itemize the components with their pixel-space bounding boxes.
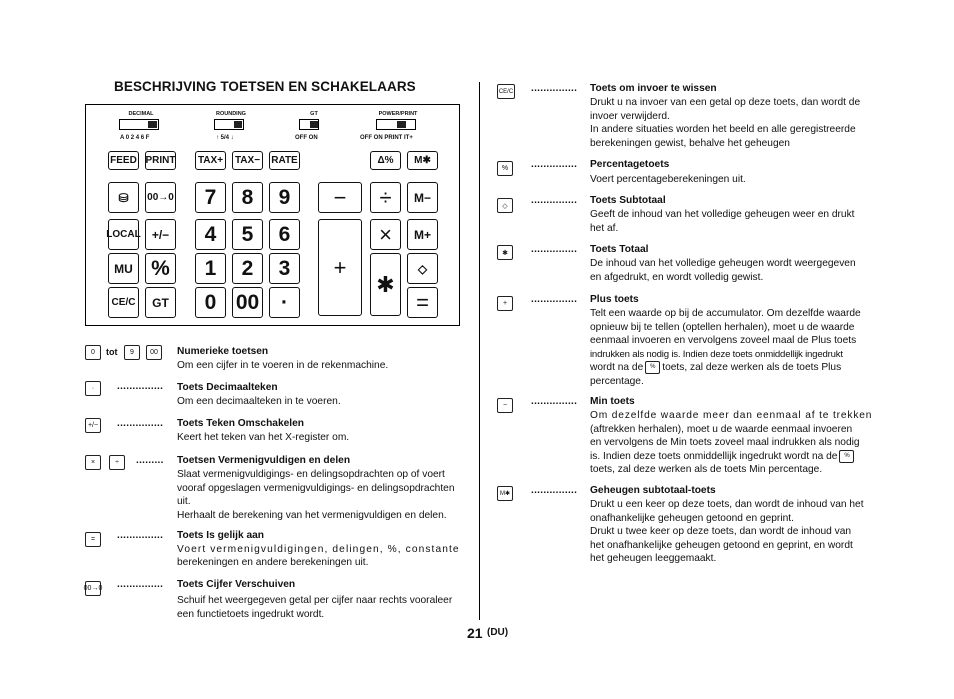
sign-key-heading: Toets Teken Omschakelen	[177, 418, 305, 429]
feed-key: FEED	[108, 151, 139, 170]
tax-plus-key: TAX+	[195, 151, 226, 170]
digit-1-key: 1	[195, 253, 226, 284]
digit-2-key: 2	[232, 253, 263, 284]
decimal-switch	[119, 119, 159, 130]
rounding-switch-label: ROUNDING	[216, 111, 246, 117]
minus-key: −	[318, 182, 362, 213]
key-0-icon: 0	[85, 345, 101, 360]
divide-icon: ÷	[109, 455, 125, 470]
equals-icon: =	[85, 532, 101, 547]
power-switch	[376, 119, 416, 130]
leader-dots: ...............	[531, 159, 578, 170]
leader-dots: ...............	[531, 485, 578, 496]
plus-key-text: Telt een waarde op bij de accumulator. Om dezelfde waarde opnieuw bij te tellen (optellen herhalen), moet u de waarde eenmaal invoeren en vervolgens zoveel maal de Plus toets indrukken als nodig is. Indien deze toets onmiddellijk ingedrukt wordt na de % toets, zal deze werken als de toets Plus percentage.	[590, 308, 861, 387]
memory-subtotal-heading: Geheugen subtotaal-toets	[590, 485, 716, 496]
total-key: ✱	[370, 253, 401, 316]
multiply-icon: ×	[85, 455, 101, 470]
minus-key-heading: Min toets	[590, 396, 635, 407]
shift-key-text: Schuif het weergegeven getal per cijfer naar rechts vooraleer een functietoets ingedrukt wordt.	[177, 595, 453, 620]
leader-dots: ...............	[531, 244, 578, 255]
decimal-key-heading: Toets Decimaalteken	[177, 382, 278, 393]
subtotal-icon: ◇	[497, 198, 513, 213]
subtotal-key: ◇	[407, 253, 438, 284]
subtotal-key-heading: Toets Subtotaal	[590, 195, 666, 206]
equals-key: =	[407, 287, 438, 318]
clear-entry-key: CE/C	[108, 287, 139, 318]
equals-key-heading: Toets Is gelijk aan	[177, 530, 265, 541]
percent-inline-icon: %	[645, 361, 660, 374]
leader-dots: ...............	[531, 195, 578, 206]
grand-total-key: GT	[145, 287, 176, 318]
sd-key: ⛁	[108, 182, 139, 213]
power-switch-scale: OFF ON PRINT IT+	[360, 135, 413, 141]
leader-dots: ...............	[531, 396, 578, 407]
digit-5-key: 5	[232, 219, 263, 250]
digit-6-key: 6	[269, 219, 300, 250]
memory-minus-key: M−	[407, 182, 438, 213]
equals-key-text-2: berekeningen en andere berekeningen uit.	[177, 557, 369, 568]
equals-key-text-1: Voert vermenigvuldigingen, delingen, %, constante	[177, 544, 460, 555]
digit-0-key: 0	[195, 287, 226, 318]
sign-change-key: +/−	[145, 219, 176, 250]
gt-switch-scale: OFF ON	[295, 135, 318, 141]
total-key-heading: Toets Totaal	[590, 244, 649, 255]
multiply-key: ×	[370, 219, 401, 250]
digit-shift-icon: 00→0	[85, 581, 101, 596]
numeric-keys-heading: Numerieke toetsen	[177, 346, 269, 357]
column-divider	[479, 82, 480, 620]
page-title: BESCHRIJVING TOETSEN EN SCHAKELAARS	[114, 79, 416, 94]
memory-subtotal-text: Drukt u een keer op deze toets, dan wordt de inhoud van het onafhankelijke geheugen getoond en geprint. Drukt u twee keer op deze toets, dan wordt de inhoud van het onafhankelijke geheugen getoond en geprint, en wordt het geheugen leeggemaakt.	[590, 499, 864, 564]
digit-7-key: 7	[195, 182, 226, 213]
minus-key-text: Om dezelfde waarde meer dan eenmaal af te trekken (aftrekken herhalen), moet u de waarde eenmaal invoeren en vervolgens de Min toets zoveel maal indrukken als nodig is. Indien deze toets onmiddellijk ingedrukt wordt na de % toets, zal deze werken als de toets Min percentage.	[590, 410, 873, 476]
memory-subtotal-icon: M✱	[497, 486, 513, 501]
leader-dots: .........	[136, 455, 164, 466]
numeric-keys-text: Om een cijfer in te voeren in de rekenmachine.	[177, 360, 389, 371]
power-switch-label: POWER/PRINT	[378, 111, 418, 117]
plus-key: +	[318, 219, 362, 316]
percent-key-text: Voert percentageberekeningen uit.	[590, 174, 746, 185]
divide-key: ÷	[370, 182, 401, 213]
digit-shift-key: 00→0	[145, 182, 176, 213]
leader-dots: ...............	[117, 530, 164, 541]
muldiv-keys-heading: Toetsen Vermenigvuldigen en delen	[177, 455, 351, 466]
leader-dots: ...............	[531, 83, 578, 94]
decimal-point-icon: ·	[85, 381, 101, 396]
print-key: PRINT	[145, 151, 176, 170]
gt-switch-label: GT	[310, 111, 318, 117]
page-number: 21	[467, 625, 483, 641]
leader-dots: ...............	[117, 418, 164, 429]
tax-minus-key: TAX−	[232, 151, 263, 170]
decimal-point-key: ·	[269, 287, 300, 318]
digit-9-key: 9	[269, 182, 300, 213]
key-9-icon: 9	[124, 345, 140, 360]
sign-change-icon: +/−	[85, 418, 101, 433]
sign-key-text: Keert het teken van het X-register om.	[177, 432, 350, 443]
gt-switch	[299, 119, 319, 130]
percent-icon: %	[497, 161, 513, 176]
calculator-keyboard-illustration	[85, 104, 460, 326]
decimal-switch-scale: A 0 2 4 6 F	[120, 135, 150, 141]
subtotal-key-text: Geeft de inhoud van het volledige geheugen weer en drukt het af.	[590, 209, 855, 234]
rounding-switch	[214, 119, 244, 130]
memory-subtotal-key: M✱	[407, 151, 438, 170]
digit-3-key: 3	[269, 253, 300, 284]
memory-plus-key: M+	[407, 219, 438, 250]
decimal-switch-label: DECIMAL	[128, 111, 154, 117]
digit-8-key: 8	[232, 182, 263, 213]
clear-entry-icon: CE/C	[497, 84, 515, 99]
muldiv-keys-text: Slaat vermenigvuldigings- en delingsopdrachten op of voert vooraf opgeslagen vermenigvuldigings- en delingsopdrachten uit. Herhaalt de berekening van het vermenigvuldigen en delen.	[177, 469, 455, 521]
percent-key-heading: Percentagetoets	[590, 159, 670, 170]
total-key-text: De inhoud van het volledige geheugen wordt weergegeven en afgedrukt, en wordt volledig gewist.	[590, 258, 856, 283]
delta-percent-key: Δ%	[370, 151, 401, 170]
page-language-suffix: (DU)	[487, 627, 509, 638]
leader-dots: ...............	[117, 579, 164, 590]
percent-inline-icon: %	[839, 450, 854, 463]
clear-key-text: Drukt u na invoer van een getal op deze toets, dan wordt de invoer verwijderd. In andere situaties worden het beeld en alle geregistreerde berekeningen gewist, behalve het geheugen	[590, 97, 861, 149]
local-key: LOCAL	[108, 219, 139, 250]
leader-dots: ...............	[531, 294, 578, 305]
shift-key-heading: Toets Cijfer Verschuiven	[177, 579, 296, 590]
plus-icon: +	[497, 296, 513, 311]
rounding-switch-scale: ↑ 5/4 ↓	[216, 135, 234, 141]
percent-key: %	[145, 253, 176, 284]
range-word: tot	[106, 347, 118, 357]
minus-icon: −	[497, 398, 513, 413]
digit-4-key: 4	[195, 219, 226, 250]
decimal-key-text: Om een decimaalteken in te voeren.	[177, 396, 341, 407]
mu-key: MU	[108, 253, 139, 284]
total-icon: ✱	[497, 245, 513, 260]
plus-key-heading: Plus toets	[590, 294, 639, 305]
clear-key-heading: Toets om invoer te wissen	[590, 83, 717, 94]
key-00-icon: 00	[146, 345, 162, 360]
rate-key: RATE	[269, 151, 300, 170]
digit-00-key: 00	[232, 287, 263, 318]
leader-dots: ...............	[117, 381, 164, 392]
